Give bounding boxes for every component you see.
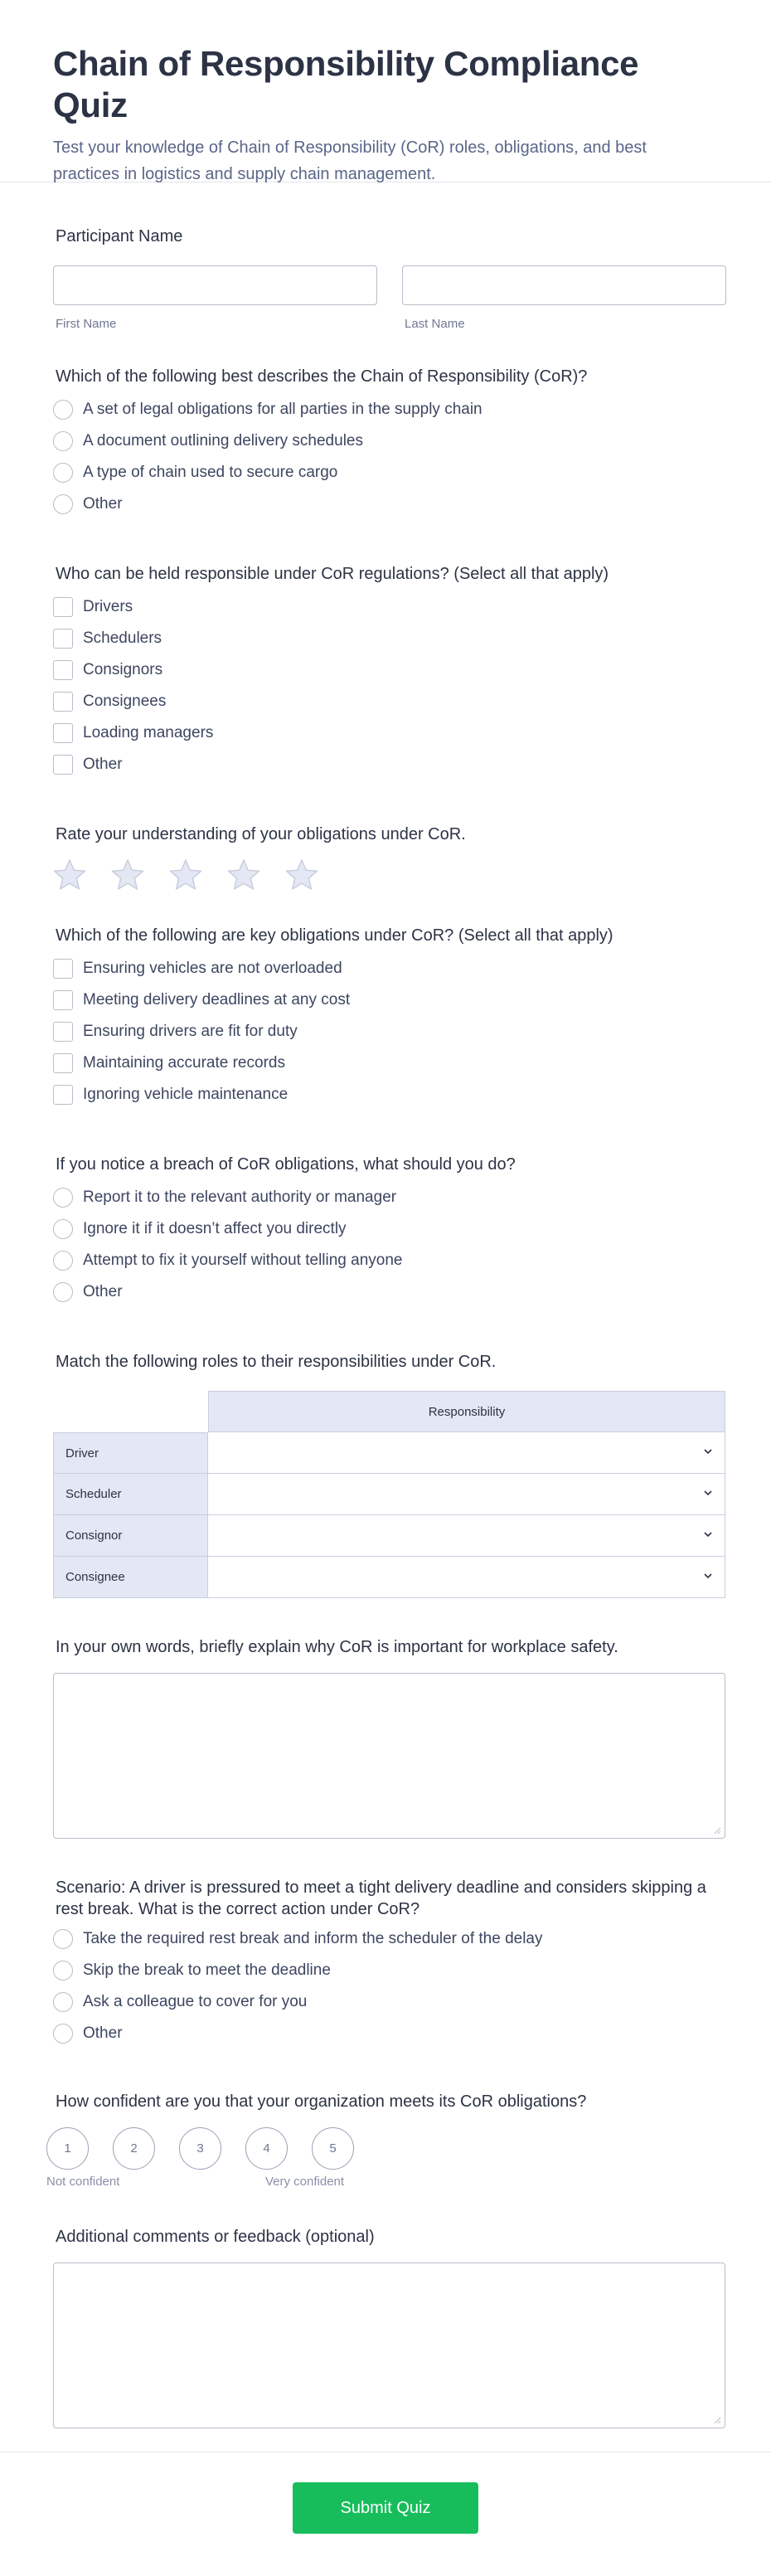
checkbox-option[interactable] [53,1079,718,1111]
option-label: Meeting delivery deadlines at any cost [83,991,351,1009]
chevron-down-icon [703,1571,713,1581]
scale-option[interactable]: 4 [245,2127,288,2170]
option-label: Other [83,1283,123,1300]
resize-grip-icon[interactable] [713,1826,721,1835]
matrix-row [53,1557,725,1598]
understanding-rating-label: Rate your understanding of your obligations under CoR. [56,825,466,843]
radio-option[interactable] [53,457,718,488]
checkbox-option[interactable] [53,984,718,1016]
option-label: Consignees [83,693,167,710]
key-obligations-options [53,953,718,1111]
checkbox-option[interactable] [53,953,718,984]
option-label: Other [83,2024,123,2042]
radio-button[interactable] [53,1282,73,1302]
checkbox[interactable] [53,629,73,649]
option-label: Ask a colleague to cover for you [83,1993,308,2010]
understanding-rating-question [53,824,718,892]
option-label: Schedulers [83,629,162,647]
radio-button[interactable] [53,400,73,420]
option-label: Loading managers [83,724,214,741]
chevron-down-icon [703,1446,713,1456]
option-label: Drivers [83,598,133,615]
star-icon[interactable] [285,858,318,892]
scale-option[interactable]: 2 [113,2127,155,2170]
checkbox-option[interactable] [53,1016,718,1047]
radio-button[interactable] [53,431,73,451]
responsibility-dropdown[interactable] [208,1515,725,1557]
matrix-row-label: Driver [53,1432,208,1474]
checkbox[interactable] [53,597,73,617]
option-label: Ignore it if it doesn’t affect you directly [83,1220,347,1237]
radio-option[interactable] [53,1182,718,1213]
scale-option[interactable]: 5 [312,2127,354,2170]
matrix-column-header: Responsibility [208,1391,725,1432]
radio-button[interactable] [53,1961,73,1981]
first-name-input[interactable] [53,265,377,305]
option-label: Consignors [83,661,163,678]
scale-option[interactable]: 1 [46,2127,89,2170]
matrix-row [53,1474,725,1515]
responsible-parties-label: Who can be held responsible under CoR regulations? (Select all that apply) [56,565,609,583]
comments-label: Additional comments or feedback (optional) [56,2228,375,2246]
radio-option[interactable] [53,488,718,520]
first-name-sublabel: First Name [56,317,117,331]
checkbox-option[interactable] [53,686,718,717]
star-icon[interactable] [227,858,260,892]
matrix-row [53,1432,725,1474]
radio-button[interactable] [53,2024,73,2044]
checkbox[interactable] [53,723,73,743]
comments-question [53,2226,718,2428]
breach-action-label: If you notice a breach of CoR obligations, what should you do? [56,1155,516,1174]
responsible-parties-options [53,591,718,780]
key-obligations-question [53,925,718,1111]
cor-importance-label: In your own words, briefly explain why CoR is important for workplace safety. [56,1638,618,1656]
option-label: A type of chain used to secure cargo [83,464,338,481]
participant-name-question [53,226,718,331]
option-label: Skip the break to meet the deadline [83,1961,331,1979]
option-label: Ensuring vehicles are not overloaded [83,960,342,977]
radio-option[interactable] [53,1986,718,2018]
confidence-scale [46,2127,718,2170]
form-footer [0,2452,771,2576]
radio-option[interactable] [53,1213,718,1245]
participant-name-label: Participant Name [56,227,183,245]
breach-action-question [53,1154,718,1308]
checkbox-option[interactable] [53,591,718,623]
checkbox[interactable] [53,1053,73,1073]
option-label: Other [83,495,123,513]
key-obligations-label: Which of the following are key obligations under CoR? (Select all that apply) [56,926,613,945]
matrix-row [53,1515,725,1557]
chevron-down-icon [703,1529,713,1539]
radio-option[interactable] [53,2018,718,2049]
checkbox-option[interactable] [53,654,718,686]
checkbox[interactable] [53,660,73,680]
scenario-options [53,1923,718,2049]
role-matching-question [53,1351,718,1598]
role-matching-label: Match the following roles to their responsibilities under CoR. [56,1353,497,1371]
chevron-down-icon [703,1488,713,1498]
checkbox[interactable] [53,1022,73,1042]
checkbox-option[interactable] [53,749,718,780]
cor-definition-options [53,394,718,520]
scale-low-label: Not confident [46,2175,120,2189]
star-icon[interactable] [111,858,144,892]
checkbox-option[interactable] [53,623,718,654]
cor-definition-label: Which of the following best describes the Chain of Responsibility (CoR)? [56,367,588,386]
radio-button[interactable] [53,1219,73,1239]
option-label: Other [83,756,123,773]
radio-option[interactable] [53,425,718,457]
role-matrix [53,1391,725,1598]
responsibility-dropdown[interactable] [208,1557,725,1598]
scenario-question [53,1877,718,2049]
confidence-question [46,2091,718,2193]
cor-definition-question [53,366,718,520]
option-label: Maintaining accurate records [83,1054,285,1072]
checkbox[interactable] [53,990,73,1010]
option-label: Take the required rest break and inform the scheduler of the delay [83,1930,543,1947]
option-label: Ignoring vehicle maintenance [83,1086,289,1103]
checkbox[interactable] [53,959,73,979]
responsible-parties-question [53,563,718,780]
last-name-sublabel: Last Name [405,317,465,331]
form-header [0,0,771,182]
matrix-row-label: Consignor [53,1515,208,1557]
page-description: Test your knowledge of Chain of Responsibility (CoR) roles, obligations, and best practices in logistics and supply chain management. [53,139,647,183]
radio-button[interactable] [53,1251,73,1271]
radio-option[interactable] [53,1245,718,1276]
breach-action-options [53,1182,718,1308]
option-label: Attempt to fix it yourself without telling anyone [83,1252,403,1269]
scale-option[interactable]: 3 [179,2127,221,2170]
radio-button[interactable] [53,1929,73,1949]
comments-textarea[interactable] [53,2263,725,2428]
checkbox-option[interactable] [53,1047,718,1079]
radio-option[interactable] [53,1923,718,1955]
matrix-row-label: Consignee [53,1557,208,1598]
cor-importance-question [53,1636,718,1839]
radio-option[interactable] [53,1276,718,1308]
star-icon[interactable] [169,858,202,892]
scenario-label: Scenario: A driver is pressured to meet a tight delivery deadline and considers skipping a rest break. What is the correct action under CoR? [56,1879,706,1918]
star-icon[interactable] [53,858,86,892]
checkbox[interactable] [53,692,73,712]
radio-button[interactable] [53,463,73,483]
quiz-form [0,226,771,2428]
star-rating [53,858,718,892]
radio-option[interactable] [53,394,718,425]
scale-high-label: Very confident [265,2175,345,2189]
responsibility-dropdown[interactable] [208,1432,725,1474]
cor-importance-textarea[interactable] [53,1673,725,1839]
option-label: Ensuring drivers are fit for duty [83,1023,298,1040]
page-title: Chain of Responsibility Compliance Quiz [53,44,639,124]
confidence-label: How confident are you that your organization meets its CoR obligations? [56,2092,587,2111]
radio-button[interactable] [53,494,73,514]
radio-option[interactable] [53,1955,718,1986]
option-label: A document outlining delivery schedules [83,432,363,450]
checkbox[interactable] [53,1085,73,1105]
submit-button[interactable]: Submit Quiz [293,2482,478,2534]
radio-button[interactable] [53,1992,73,2012]
resize-grip-icon[interactable] [713,2416,721,2424]
checkbox[interactable] [53,755,73,775]
radio-button[interactable] [53,1188,73,1208]
option-label: Report it to the relevant authority or manager [83,1188,397,1206]
responsibility-dropdown[interactable] [208,1474,725,1515]
last-name-input[interactable] [402,265,726,305]
matrix-row-label: Scheduler [53,1474,208,1515]
option-label: A set of legal obligations for all parties in the supply chain [83,401,482,418]
checkbox-option[interactable] [53,717,718,749]
